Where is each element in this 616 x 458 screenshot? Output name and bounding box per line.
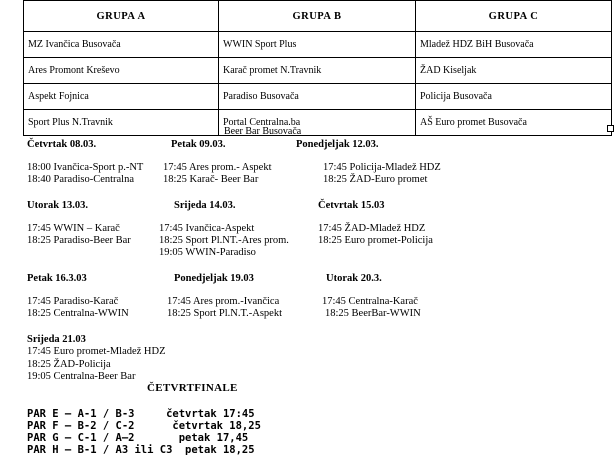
match-line: 19:05 WWIN-Paradiso	[159, 247, 256, 258]
day-title: Petak 09.03.	[171, 139, 226, 150]
day-title: Četvrtak 08.03.	[27, 139, 97, 150]
match-line: 17:45 Policija-Mladež HDZ	[323, 162, 441, 173]
group-cell: WWIN Sport Plus	[219, 32, 416, 58]
quarterfinals-title: ČETVRTFINALE	[147, 382, 238, 394]
match-line: 17:45 Centralna-Karač	[322, 296, 418, 307]
group-cell: Policija Busovača	[416, 84, 612, 110]
group-cell: ŽAD Kiseljak	[416, 58, 612, 84]
match-line: 17:45 Ares prom.- Aspekt	[163, 162, 272, 173]
group-cell: AŠ Euro promet Busovača	[416, 110, 612, 136]
day-title: Utorak 20.3.	[326, 273, 382, 284]
quarterfinal-pair: PAR E – A-1 / B-3 četvrtak 17:45	[27, 408, 255, 420]
table-row	[24, 110, 612, 136]
day-title: Utorak 13.03.	[27, 200, 88, 211]
match-line: 18:25 BeerBar-WWIN	[325, 308, 421, 319]
table-row	[24, 32, 612, 58]
match-line: 17:45 Paradiso-Karač	[27, 296, 119, 307]
quarterfinal-pair: PAR H – B-1 / A3 ili C3 petak 18,25	[27, 444, 255, 456]
match-line: 18:25 Sport Pl.NT.-Ares prom.	[159, 235, 289, 246]
group-cell: Sport Plus N.Travnik	[24, 110, 219, 136]
group-cell: Paradiso Busovača	[219, 84, 416, 110]
match-line: 17:45 Ares prom.-Ivančica	[167, 296, 280, 307]
match-line: 18:00 Ivančica-Sport p.-NT	[27, 162, 144, 173]
group-cell: Ares Promont Kreševo	[24, 58, 219, 84]
table-row	[24, 58, 612, 84]
group-cell: Mladež HDZ BiH Busovača	[416, 32, 612, 58]
day-title: Četvrtak 15.03	[318, 200, 385, 211]
match-line: 17:45 ŽAD-Mladež HDZ	[318, 223, 426, 234]
group-b-extra-team: Beer Bar Busovača	[224, 126, 302, 137]
table-resize-handle[interactable]	[607, 125, 614, 132]
match-line: 17:45 Ivančica-Aspekt	[159, 223, 255, 234]
quarterfinal-pair: PAR G – C-1 / A–2 petak 17,45	[27, 432, 249, 444]
day-title: Petak 16.3.03	[27, 273, 87, 284]
match-line: 17:45 Euro promet-Mladež HDZ	[27, 346, 166, 357]
groups-table	[23, 0, 612, 136]
match-line: 18:25 ŽAD-Policija	[27, 359, 111, 370]
table-row	[24, 84, 612, 110]
match-line: 18:25 Sport Pl.N.T.-Aspekt	[167, 308, 283, 319]
match-line: 18:25 Karač- Beer Bar	[163, 174, 259, 185]
match-line: 18:40 Paradiso-Centralna	[27, 174, 135, 185]
day-title: Srijeda 21.03	[27, 334, 86, 345]
group-b-header: GRUPA B	[219, 1, 416, 32]
match-line: 19:05 Centralna-Beer Bar	[27, 371, 136, 382]
group-a-header: GRUPA A	[24, 1, 219, 32]
group-c-header: GRUPA C	[416, 1, 612, 32]
group-cell: Karač promet N.Travnik	[219, 58, 416, 84]
groups-header-row	[24, 1, 612, 32]
group-cell: Aspekt Fojnica	[24, 84, 219, 110]
match-line: 18:25 Paradiso-Beer Bar	[27, 235, 131, 246]
match-line: 18:25 Euro promet-Policija	[318, 235, 433, 246]
group-cell: Portal Centralna.ba	[219, 110, 416, 136]
day-title: Srijeda 14.03.	[174, 200, 236, 211]
day-title: Ponedjeljak 12.03.	[296, 139, 379, 150]
match-line: 17:45 WWIN – Karač	[27, 223, 120, 234]
quarterfinal-pair: PAR F – B-2 / C-2 četvrtak 18,25	[27, 420, 261, 432]
group-cell: MZ Ivančica Busovača	[24, 32, 219, 58]
match-line: 18:25 ŽAD-Euro promet	[323, 174, 428, 185]
day-title: Ponedjeljak 19.03	[174, 273, 254, 284]
match-line: 18:25 Centralna-WWIN	[27, 308, 129, 319]
